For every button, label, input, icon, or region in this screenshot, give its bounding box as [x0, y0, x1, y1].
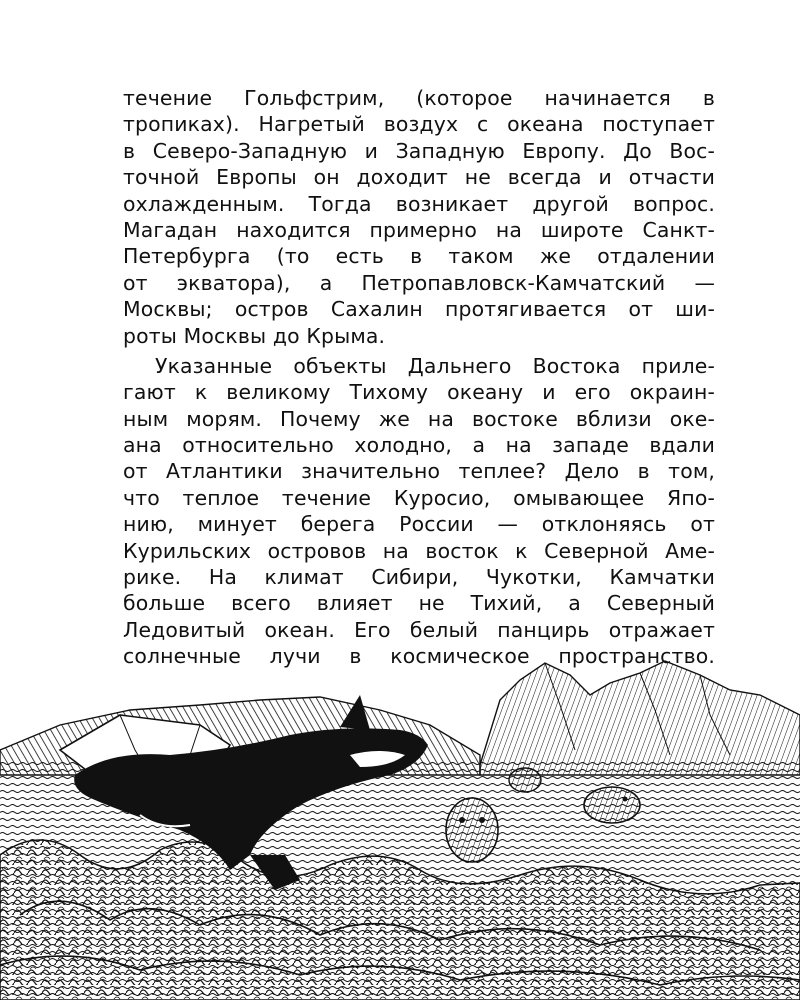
paragraph-2 [123, 353, 715, 670]
text-line: гают к великому Тихому океану и его окраин- [123, 380, 715, 405]
text-line: солнечные лучи в космическое пространство. [123, 644, 715, 669]
text-line: нию, минует берега России — отклоняясь от [123, 512, 715, 537]
text-line: Петербурга (то есть в таком же отдалении [123, 244, 715, 269]
text-line: Указанные объекты Дальнего Востока приле- [155, 353, 715, 378]
text-line: охлажденным. Тогда возникает другой вопрос. [123, 191, 715, 216]
text-line: больше всего влияет не Тихий, а Северный [123, 591, 715, 616]
text-line: что теплое течение Куросио, омывающее Япо- [123, 485, 715, 510]
text-line: ана относительно холодно, а на западе вдали [123, 433, 715, 458]
text-line: от Атлантики значительно теплее? Дело в том, [123, 459, 715, 484]
text-line: Магадан находится примерно на широте Санкт- [123, 217, 715, 242]
text-line: тропиках). Нагретый воздух с океана поступает [123, 112, 715, 137]
text-line: точной Европы он доходит не всегда и отчасти [123, 165, 715, 190]
orca-seascape-illustration [0, 655, 800, 1000]
text-line: Курильских островов на восток к Северной Аме- [123, 538, 715, 563]
text-line: ным морям. Почему же на востоке вблизи оке- [123, 406, 715, 431]
body-text [123, 85, 715, 670]
text-line: от экватора), а Петропавловск-Камчатский — [123, 270, 715, 295]
text-line: Москвы; остров Сахалин протягивается от ши- [123, 297, 715, 322]
text-line: в Северо-Западную и Западную Европу. До Вос- [123, 138, 715, 163]
paragraph-1 [123, 85, 715, 349]
text-line: рике. На климат Сибири, Чукотки, Камчатки [123, 565, 715, 590]
text-line: Ледовитый океан. Его белый панцирь отражает [123, 617, 715, 642]
text-line: роты Москвы до Крыма. [123, 323, 386, 348]
text-line: течение Гольфстрим, (которое начинается в [123, 86, 715, 110]
